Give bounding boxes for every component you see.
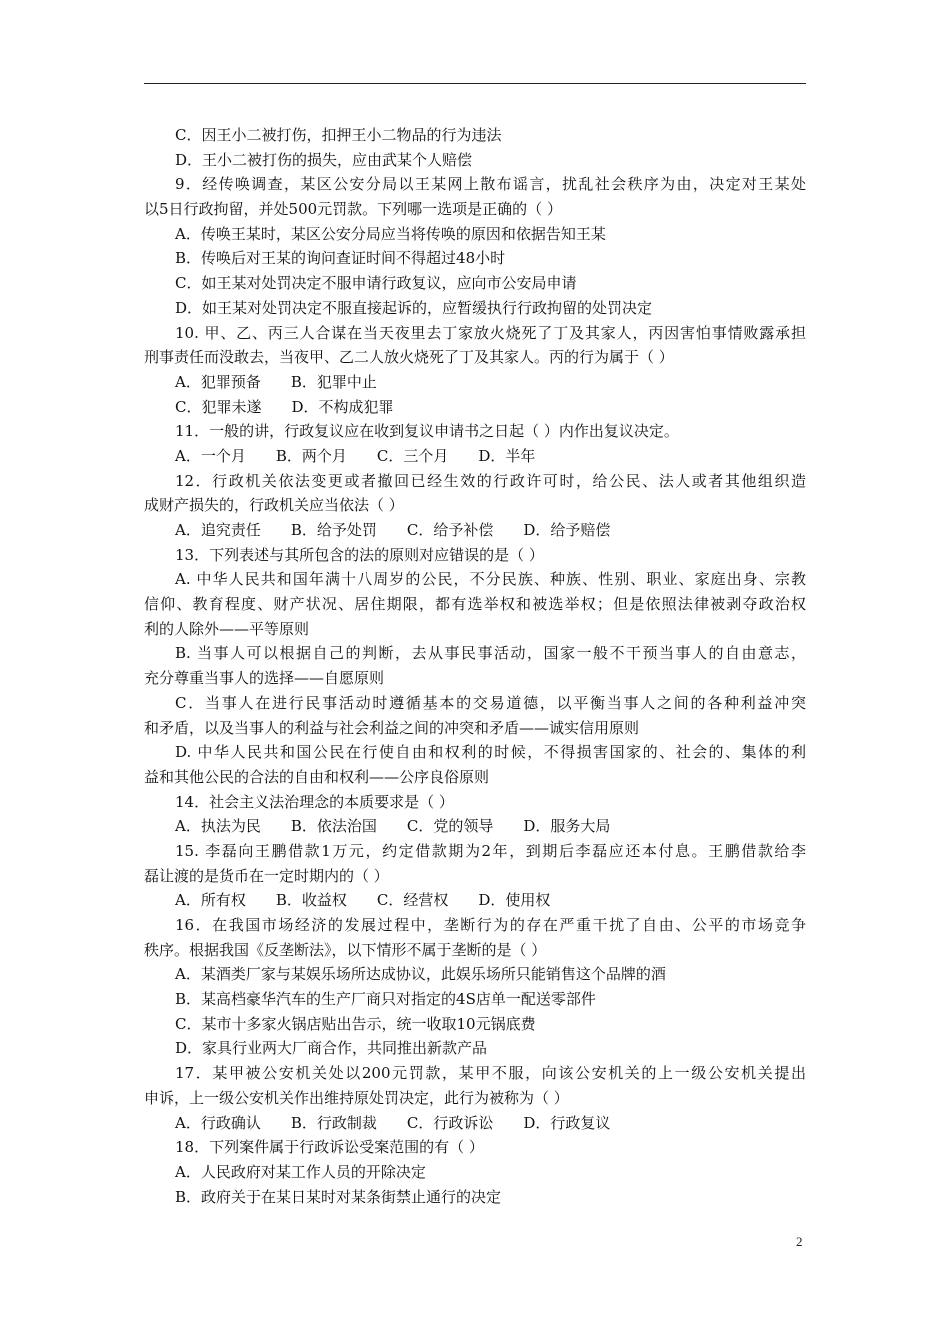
text-line: D．如王某对处罚决定不服直接起诉的，应暂缓执行行政拘留的处罚决定: [175, 298, 653, 317]
document-body: [144, 123, 806, 1209]
text-line: 12．行政机关依法变更或者撤回已经生效的行政许可时，给公民、法人或者其他组织造: [175, 471, 806, 490]
text-line: A．某酒类厂家与某娱乐场所达成协议，此娱乐场所只能销售这个品牌的酒: [175, 965, 666, 984]
text-line: 11．一般的讲，行政复议应在收到复议申请书之日起（ ）内作出复议决定。: [175, 422, 679, 441]
text-line: C．因王小二被打伤，扣押王小二物品的行为违法: [175, 126, 502, 144]
text-line: B．政府关于在某日某时对某条街禁止通行的决定: [175, 1187, 502, 1206]
text-line: 以5日行政拘留，并处500元罚款。下列哪一选项是正确的（ ）: [144, 200, 562, 219]
text-line: 9．经传唤调查，某区公安分局以王某网上散布谣言，扰乱社会秩序为由，决定对王某处: [175, 175, 806, 194]
text-line: A．所有权 B．收益权 C．经营权 D．使用权: [175, 891, 551, 910]
header-rule: [144, 83, 806, 84]
text-line: 10. 甲、乙、丙三人合谋在当天夜里去丁家放火烧死了丁及其家人，丙因害怕事情败露承担: [175, 323, 806, 342]
text-line: 秩序。根据我国《反垄断法》，以下情形不属于垄断的是（ ）: [144, 940, 547, 959]
text-line: B. 当事人可以根据自己的判断，去从事民事活动，国家一般不干预当事人的自由意志，: [175, 644, 806, 663]
text-line: D．家具行业两大厂商合作，共同推出新款产品: [175, 1039, 488, 1058]
text-line: 刑事责任而没敢去，当夜甲、乙二人放火烧死了丁及其家人。丙的行为属于（ ）: [144, 348, 674, 367]
text-line: 充分尊重当事人的选择——自愿原则: [144, 669, 385, 688]
text-line: 14．社会主义法治理念的本质要求是（ ）: [175, 792, 454, 811]
text-line: 13．下列表述与其所包含的法的原则对应错误的是（ ）: [175, 545, 544, 564]
text-line: 申诉，上一级公安机关作出维持原处罚决定，此行为被称为（ ）: [144, 1088, 569, 1107]
text-line: 16．在我国市场经济的发展过程中，垄断行为的存在严重干扰了自由、公平的市场竞争: [175, 916, 806, 934]
text-line: A．追究责任 B．给予处罚 C．给予补偿 D．给予赔偿: [175, 521, 611, 539]
text-line: 利的人除外——平等原则: [144, 619, 310, 638]
text-line: A．传唤王某时，某区公安分局应当将传唤的原因和依据告知王某: [175, 224, 606, 243]
text-line: 磊让渡的是货币在一定时期内的（ ）: [144, 866, 389, 885]
text-line: A．犯罪预备 B．犯罪中止: [175, 372, 377, 391]
text-line: B．某高档豪华汽车的生产厂商只对指定的4S店单一配送零部件: [175, 990, 596, 1009]
text-line: D. 中华人民共和国公民在行使自由和权利的时候，不得损害国家的、社会的、集体的利: [175, 743, 806, 762]
text-line: 18．下列案件属于行政诉讼受案范围的有（ ）: [175, 1138, 484, 1157]
text-line: C．犯罪未遂 D．不构成犯罪: [175, 397, 394, 416]
text-line: A．执法为民 B．依法治国 C．党的领导 D．服务大局: [175, 817, 611, 836]
text-line: D．王小二被打伤的损失，应由武某个人赔偿: [175, 150, 473, 169]
text-line: A．人民政府对某工作人员的开除决定: [175, 1162, 426, 1181]
text-line: 17．某甲被公安机关处以200元罚款，某甲不服，向该公安机关的上一级公安机关提出: [175, 1064, 806, 1083]
text-line: A．一个月 B．两个月 C．三个月 D．半年: [175, 446, 536, 465]
text-line: 和矛盾，以及当事人的利益与社会利益之间的冲突和矛盾——诚实信用原则: [144, 718, 640, 737]
page-number: 2: [796, 1234, 803, 1249]
text-line: 益和其他公民的合法的自由和权利——公序良俗原则: [144, 767, 490, 786]
text-line: C．当事人在进行民事活动时遵循基本的交易道德，以平衡当事人之间的各种利益冲突: [175, 693, 806, 712]
text-line: 成财产损失的，行政机关应当依法（ ）: [144, 496, 404, 515]
text-line: C．某市十多家火锅店贴出告示，统一收取10元锅底费: [175, 1014, 536, 1033]
text-line: A．行政确认 B．行政制裁 C．行政诉讼 D．行政复议: [175, 1113, 611, 1132]
text-line: 15. 李磊向王鹏借款1万元，约定借款期为2年，到期后李磊应还本付息。王鹏借款给李: [175, 841, 806, 860]
text-line: A. 中华人民共和国年满十八周岁的公民，不分民族、种族、性别、职业、家庭出身、宗教: [175, 570, 806, 589]
text-line: B．传唤后对王某的询问查证时间不得超过48小时: [175, 249, 506, 268]
text-line: 信仰、教育程度、财产状况、居住期限，都有选举权和被选举权；但是依照法律被剥夺政治权: [144, 595, 806, 614]
text-line: C．如王某对处罚决定不服申请行政复议，应向市公安局申请: [175, 274, 577, 293]
